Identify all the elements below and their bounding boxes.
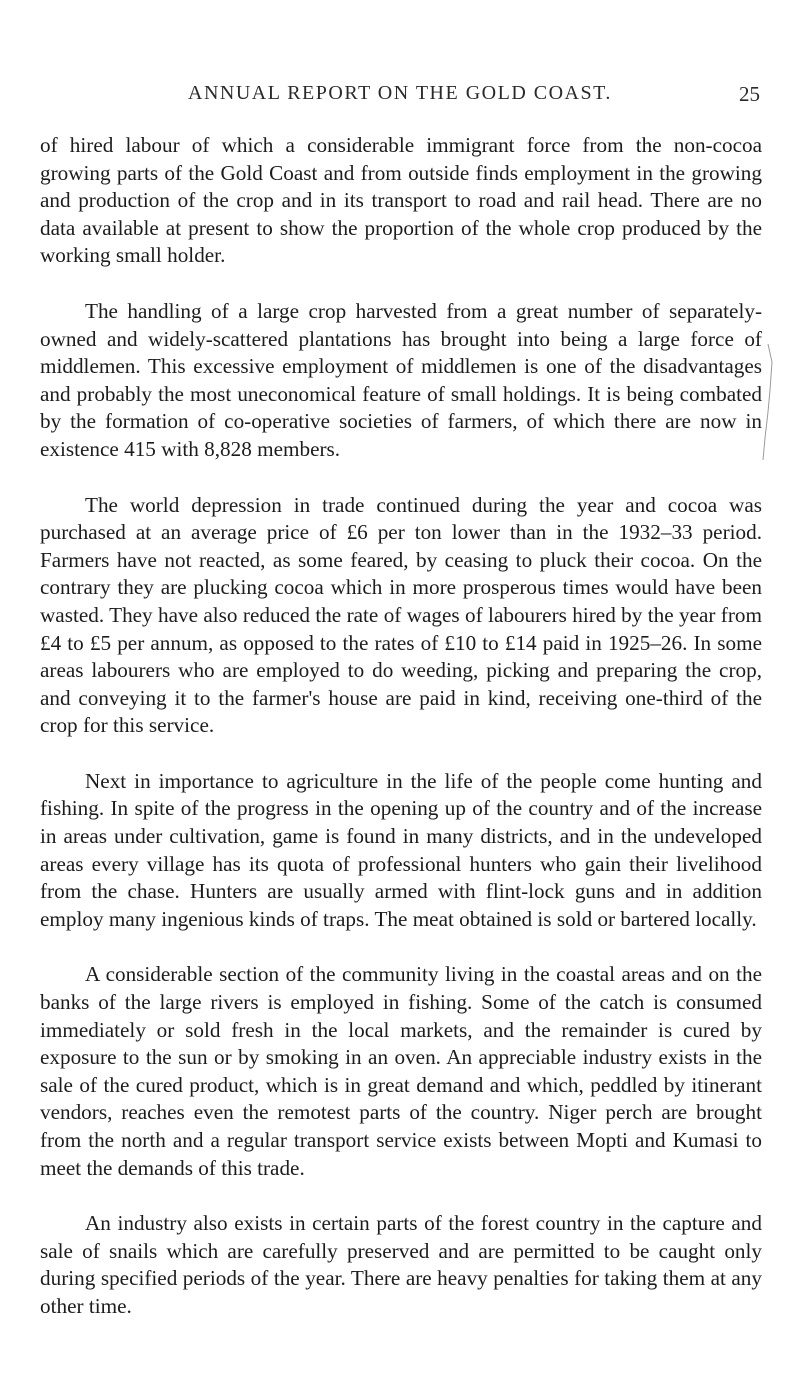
page-number: 25 — [739, 82, 760, 106]
body-text — [40, 132, 762, 1349]
paragraph-hired-labour: of hired labour of which a considerable immigrant force from the non-cocoa growing parts of the Gold Coast and from outside finds employment in the growing and production of the crop and in its transport to road and rail head. There are no data available at present to show the proportion of the whole crop produced by the working small holder. — [40, 133, 762, 268]
paragraph-middlemen: The handling of a large crop harvested from a great number of separately-owned and widely-scattered plantations has brought into being a large force of middlemen. This excessive employment of middlemen is one of the disadvantages and probably the most uneconomical feature of small holdings. It is being combated by the formation of co-operative societies of farmers, of which there are now in existence 415 with 8,828 members. — [40, 298, 762, 461]
paragraph-hunting-fishing: Next in importance to agriculture in the life of the people come hunting and fishing. In spite of the progress in the opening up of the country and of the increase in areas under cultivation, game is found in many districts, and in the undeveloped areas every village has its quota of professional hunters who gain their livelihood from the chase. Hunters are usually armed with flint-lock guns and in addition employ many ingenious kinds of traps. The meat obtained is sold or bartered locally. — [40, 768, 762, 931]
running-header — [40, 82, 760, 112]
paragraph-snails: An industry also exists in certain parts of the forest country in the capture and sale of snails which are carefully preserved and are permitted to be caught only during specified periods of the year. There are heavy penalties for taking them at any other time. — [40, 1211, 762, 1318]
paragraph-world-depression: The world depression in trade continued during the year and cocoa was purchased at an average price of £6 per ton lower than in the 1932–33 period. Farmers have not reacted, as some feared, by ceasing to pluck their cocoa. On the contrary they are plucking cocoa which in more prosperous times would have been wasted. They have also reduced the rate of wages of labourers hired by the year from £4 to £5 per annum, as opposed to the rates of £10 to £14 paid in 1925–26. In some areas labourers who are employed to do weeding, picking and preparing the crop, and conveying it to the farmer's house are paid in kind, receiving one-third of the crop for this service. — [40, 492, 762, 738]
running-title: ANNUAL REPORT ON THE GOLD COAST. — [188, 82, 612, 104]
margin-pencil-mark — [762, 342, 782, 462]
paragraph-fishing-industry: A considerable section of the community living in the coastal areas and on the banks of the large rivers is employed in fishing. Some of the catch is consumed immediately or sold fresh in the local markets, and the remainder is cured by exposure to the sun or by smoking in an oven. An appreciable industry exists in the sale of the cured product, which is in great demand and which, peddled by itinerant vendors, reaches even the remotest parts of the country. Niger perch are brought from the north and a regular transport service exists between Mopti and Kumasi to meet the demands of this trade. — [40, 962, 762, 1180]
